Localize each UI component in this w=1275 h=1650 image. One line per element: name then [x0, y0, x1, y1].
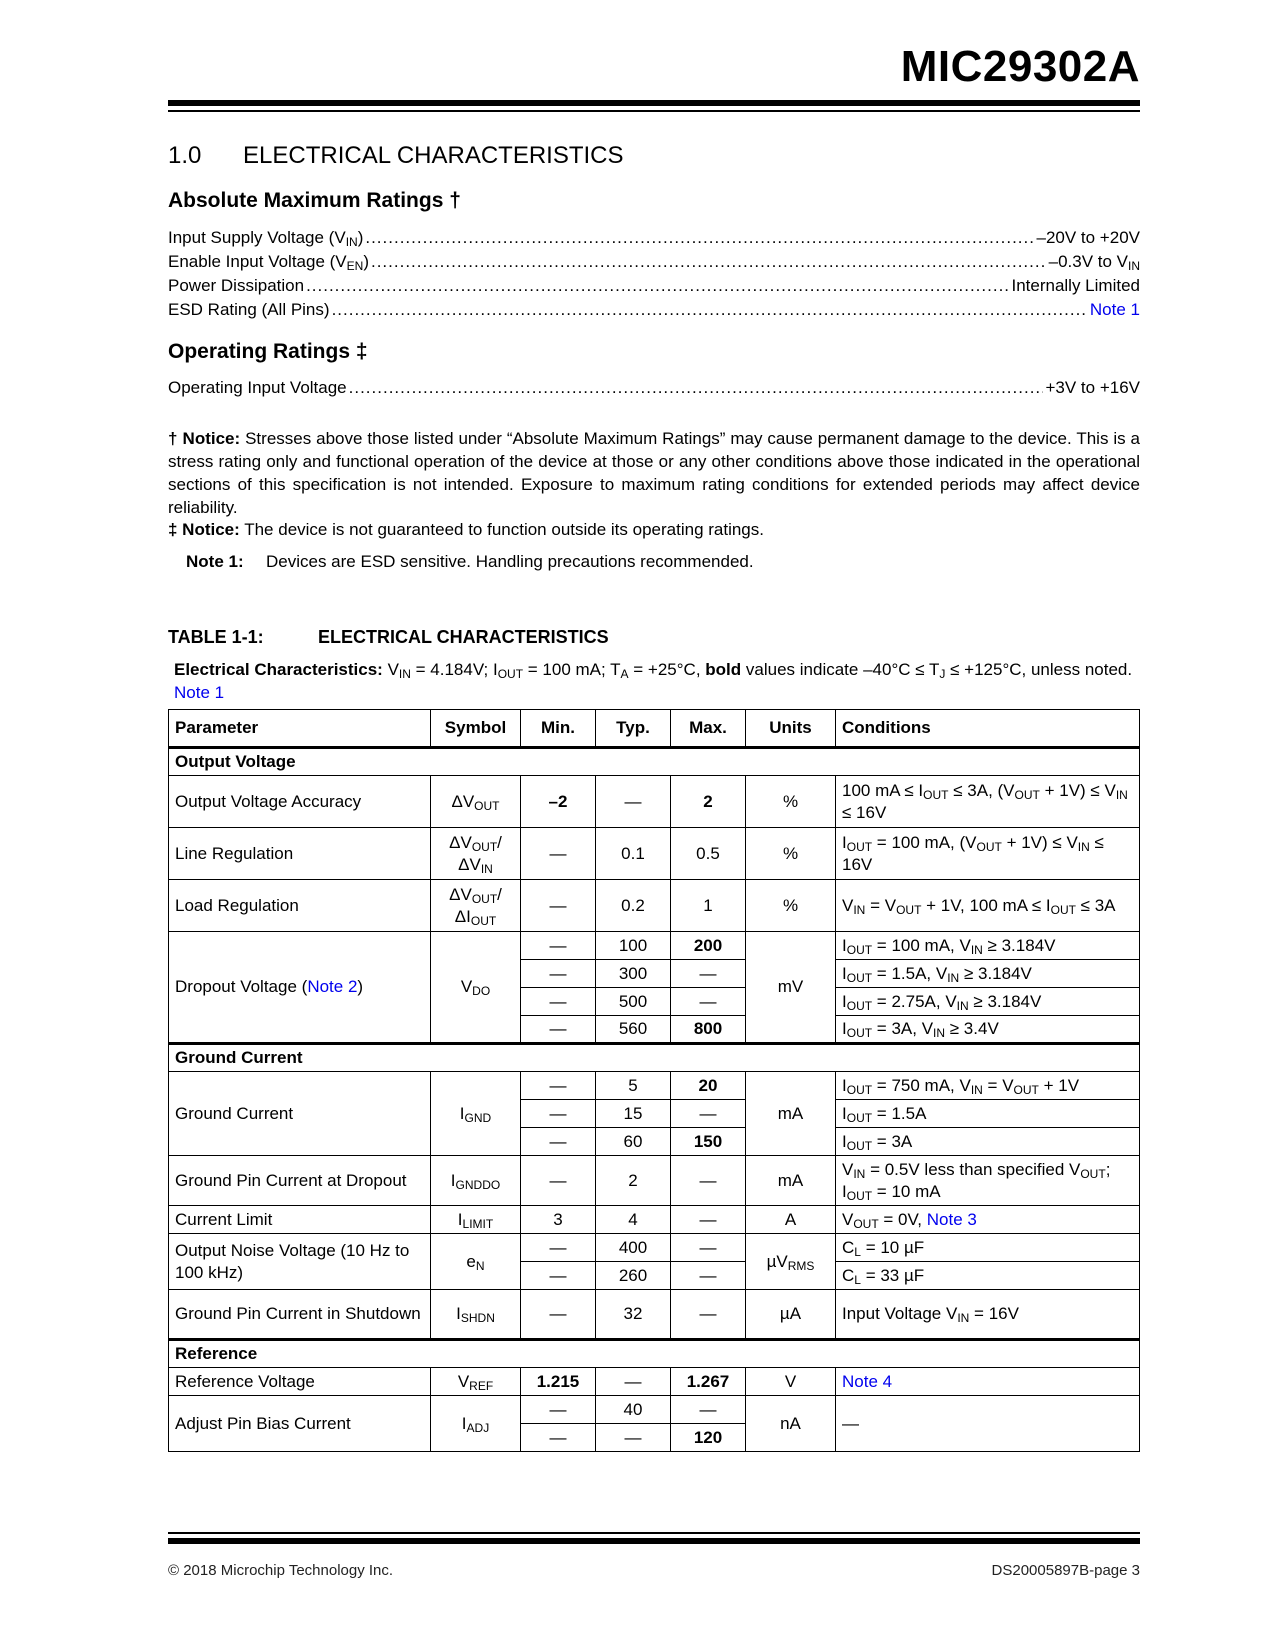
rating-value: –0.3V to $V_{IN}$	[1048, 252, 1140, 273]
table-conditions-note: Electrical Characteristics: $V_{IN} = 4.184V$; $I_{OUT} = 100$ mA; $T_A = +25^\circ C$, bold values indicate $-40^\circ C \le T_J \le +125^\circ C$, unless noted. Note 1	[174, 660, 1133, 702]
rating-label: ESD Rating (All Pins)	[168, 300, 330, 319]
rating-label: Input Supply Voltage $(V_{IN})$	[168, 228, 364, 249]
rating-value: –20V to +20V	[1036, 228, 1140, 247]
table-row: — 300 — $I_{OUT} = 1.5A$, $V_{IN} \ge 3.184V$	[169, 960, 1140, 988]
dot-leader	[365, 227, 1034, 249]
table-row: Ground Pin Current in Shutdown $I_{SHDN}$ — 32 — µA Input Voltage $V_{IN} = 16V$	[169, 1290, 1140, 1340]
abs-max-heading: Absolute Maximum Ratings †	[168, 189, 461, 212]
section-number: 1.0	[168, 142, 202, 169]
rating-row	[168, 299, 1140, 321]
ddagger-notice: ‡ Notice: The device is not guaranteed to function outside its operating ratings.	[168, 520, 764, 539]
table-row: Adjust Pin Bias Current $I_{ADJ}$ — 40 — nA —	[169, 1396, 1140, 1424]
rating-value: Internally Limited	[1011, 276, 1140, 295]
section-title: ELECTRICAL CHARACTERISTICS	[243, 142, 624, 169]
note-1: Note 1: Devices are ESD sensitive. Handling precautions recommended.	[186, 552, 754, 571]
header-rule-thick	[168, 100, 1140, 106]
rating-label: Enable Input Voltage $(V_{EN})$	[168, 252, 369, 273]
header-rule-thin	[168, 110, 1140, 112]
rating-row	[168, 377, 1140, 399]
table-row: Ground Pin Current at Dropout $I_{GNDDO}$ — 2 — mA $V_{IN} = 0.5V$ less than specified $V_{OUT}$; $I_{OUT} = 10$ mA	[169, 1156, 1140, 1206]
note2-link[interactable]: Note 2	[307, 977, 358, 996]
note1-link[interactable]: Note 1	[1089, 300, 1140, 319]
dagger-notice: † Notice: Stresses above those listed under “Absolute Maximum Ratings” may cause permanent damage to the device. This is a stress rating only and functional operation of the device at those or any other conditions above those indicated in the operational sections of this specification is not intended. Exposure to maximum rating conditions for extended periods may affect device reliability.	[168, 429, 1140, 517]
table-caption: TABLE 1-1: ELECTRICAL CHARACTERISTICS	[168, 627, 609, 647]
section-row: Ground Current	[169, 1044, 1140, 1072]
table-row: Ground Current $I_{GND}$ — 5 20 mA $I_{OUT} = 750$ mA, $V_{IN} = V_{OUT} + 1V$	[169, 1072, 1140, 1100]
dot-leader	[371, 251, 1047, 273]
table-row: Dropout Voltage (Note 2) $V_{DO}$ — 100 200 mV $I_{OUT} = 100$ mA, $V_{IN} \ge 3.184V$	[169, 932, 1140, 960]
dot-leader	[306, 275, 1009, 297]
table-header-row: Parameter Symbol Min. Typ. Max. Units Conditions	[169, 710, 1140, 748]
rating-row	[168, 227, 1140, 249]
table-row: Reference Voltage $V_{REF}$ 1.215 — 1.267 V Note 4	[169, 1368, 1140, 1396]
note4-link[interactable]: Note 4	[842, 1371, 893, 1391]
table-row: — — 120	[169, 1424, 1140, 1452]
footer-rule-thin	[168, 1532, 1140, 1534]
part-number: MIC29302A	[900, 42, 1140, 91]
electrical-characteristics-table	[168, 709, 1140, 1452]
section-row: Output Voltage	[169, 748, 1140, 776]
note1-link[interactable]: Note 1	[174, 683, 225, 702]
rating-row	[168, 251, 1140, 273]
rating-label: Operating Input Voltage	[168, 378, 347, 397]
table-row: — 500 — $I_{OUT} = 2.75A$, $V_{IN} \ge 3.184V$	[169, 988, 1140, 1016]
table-row: Output Noise Voltage (10 Hz to 100 kHz) $e_N$ — 400 — µV$_{RMS}$ $C_L = 10$ µF	[169, 1234, 1140, 1262]
dot-leader	[332, 299, 1088, 321]
rating-value: +3V to +16V	[1045, 378, 1140, 397]
note3-link[interactable]: Note 3	[926, 1209, 977, 1229]
footer-page-number: DS20005897B-page 3	[991, 1562, 1140, 1579]
section-row: Reference	[169, 1340, 1140, 1368]
table-row: — 560 800 $I_{OUT} = 3A$, $V_{IN} \ge 3.4V$	[169, 1016, 1140, 1044]
table-row: Output Voltage Accuracy $\Delta V_{OUT}$ –2 — 2 % 100 mA ≤ $I_{OUT} \le 3A$, $(V_{OUT} + 1V) \le V_{IN} \le 16V$	[169, 776, 1140, 828]
table-row: Current Limit $I_{LIMIT}$ 3 4 — A $V_{OUT} = 0V$, Note 3	[169, 1206, 1140, 1234]
table-row: Line Regulation $\Delta V_{OUT}/$ $\Delta V_{IN}$ — 0.1 0.5 % $I_{OUT} = 100$ mA, $(V_{OUT} + 1V) \le V_{IN} \le 16V$	[169, 828, 1140, 880]
dot-leader	[349, 377, 1044, 399]
table-row: — 15 — $I_{OUT} = 1.5A$	[169, 1100, 1140, 1128]
table-row: Load Regulation $\Delta V_{OUT}/$ $\Delta I_{OUT}$ — 0.2 1 % $V_{IN} = V_{OUT} + 1V$, 100 mA ≤ $I_{OUT} \le 3A$	[169, 880, 1140, 932]
op-ratings-heading: Operating Ratings ‡	[168, 340, 368, 363]
table-row: — 260 — $C_L = 33$ µF	[169, 1262, 1140, 1290]
section-heading	[168, 142, 624, 170]
table-row: — 60 150 $I_{OUT} = 3A$	[169, 1128, 1140, 1156]
rating-row	[168, 275, 1140, 297]
footer-rule-thick	[168, 1538, 1140, 1544]
footer-copyright: © 2018 Microchip Technology Inc.	[168, 1562, 394, 1579]
rating-label: Power Dissipation	[168, 276, 305, 295]
